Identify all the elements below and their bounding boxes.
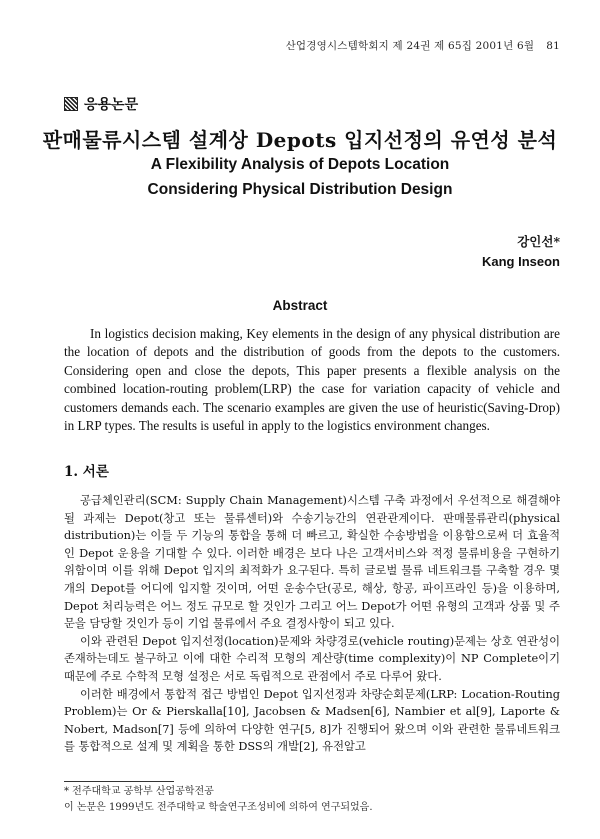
abstract-body: In logistics decision making, Key elements in the design of any physical distribution are the location of depots and the distribution of goods from the depots to the customers. Considering open and close the depots, This paper presents a flexible analysis on the combined location-routing problem(LRP) the case for variation capacity of vehicle and customers demands each. The scenario examples are given the use of heuristic(Saving-Drop) in LRP types. The results is useful in apply to the logistics environment changes. bbox=[64, 326, 560, 434]
section-tag-label: 응용논문 bbox=[84, 97, 139, 113]
footnote-funding: 이 논문은 1999년도 전주대학교 학술연구조성비에 의하여 연구되었음. bbox=[64, 802, 373, 813]
body-paragraph-3: 이러한 배경에서 통합적 접근 방법인 Depot 입지선정과 차량순회문제(LRP: Location-Routing Problem)는 Or & Pierskalla[10], Jacobsen & Madsen[6], Nambier et al[9], Laporte & Nobert, Madson[7] 등에 의하여 다양한 연구[5, 8]가 진행되어 왔으며 이와 관련한 물류네트워크를 통합적으로 설계 및 계획을 통한 DSS의 개발[2], 유전알고 bbox=[64, 687, 560, 754]
section-tag bbox=[64, 94, 138, 114]
footnotes bbox=[64, 784, 373, 816]
body-text bbox=[64, 492, 560, 756]
abstract-title: Abstract bbox=[272, 298, 328, 313]
body-paragraph-2: 이와 관련된 Depot 입지선정(location)문제와 차량경로(vehicle routing)문제는 상호 연관성이 존재하는데도 불구하고 이에 대한 수리적 모형의 계산량(time complexity)이 NP Complete이기 때문에 주로 수학적 모형 설정은 서로 독립적으로 관점에서 주로 다루어 왔다. bbox=[64, 634, 560, 683]
hatched-square-icon bbox=[64, 97, 78, 111]
author-block bbox=[482, 232, 560, 272]
title-english bbox=[0, 152, 600, 202]
page-number: 81 bbox=[546, 40, 560, 52]
title-english-line-2: Considering Physical Distribution Design bbox=[147, 181, 453, 198]
running-head bbox=[286, 38, 560, 53]
journal-info: 산업경영시스템학회지 제 24권 제 65집 2001년 6월 bbox=[285, 40, 535, 52]
section-1-heading: 1. 서론 bbox=[64, 464, 109, 480]
title-korean: 판매물류시스템 설계상 Depots 입지선정의 유연성 분석 bbox=[42, 128, 558, 152]
title-english-line-1: A Flexibility Analysis of Depots Location bbox=[150, 156, 450, 173]
author-english: Kang Inseon bbox=[481, 254, 560, 269]
author-korean: 강인선* bbox=[517, 234, 560, 249]
body-paragraph-1: 공급체인관리(SCM: Supply Chain Management)시스템 구축 과정에서 우선적으로 해결해야 될 과제는 Depot(창고 또는 물류센터)와 수송기능간의 연관관계이다. 판매물류관리(physical distribution)는 이들 두 기능의 통합을 통해 더 빠르고, 확실한 수송방법을 이용함으로써 더 효율적인 Depot 운용을 기대할 수 있다. 이러한 배경은 보다 나은 고객서비스와 적정 물류비용을 구현하기 위함이며 이를 위해 Depot 입지의 최적화가 요구된다. 특히 글로벌 물류 네트워크를 구축할 경우 몇 개의 Depot를 어디에 입지할 것이며, 어떤 운송수단(공로, 해상, 항공, 파이프라인 등)을 이용하며, Depot 처리능력은 어느 정도 규모로 할 것인가 그리고 어느 Depot가 어떤 유형의 고객과 상품 및 주문을 담당할 것인가 등이 기업 물류에서 주요 결정사항이 되고 있다. bbox=[64, 494, 560, 631]
footnote-affiliation: * 전주대학교 공학부 산업공학전공 bbox=[64, 786, 214, 797]
footnote-divider bbox=[64, 781, 174, 782]
